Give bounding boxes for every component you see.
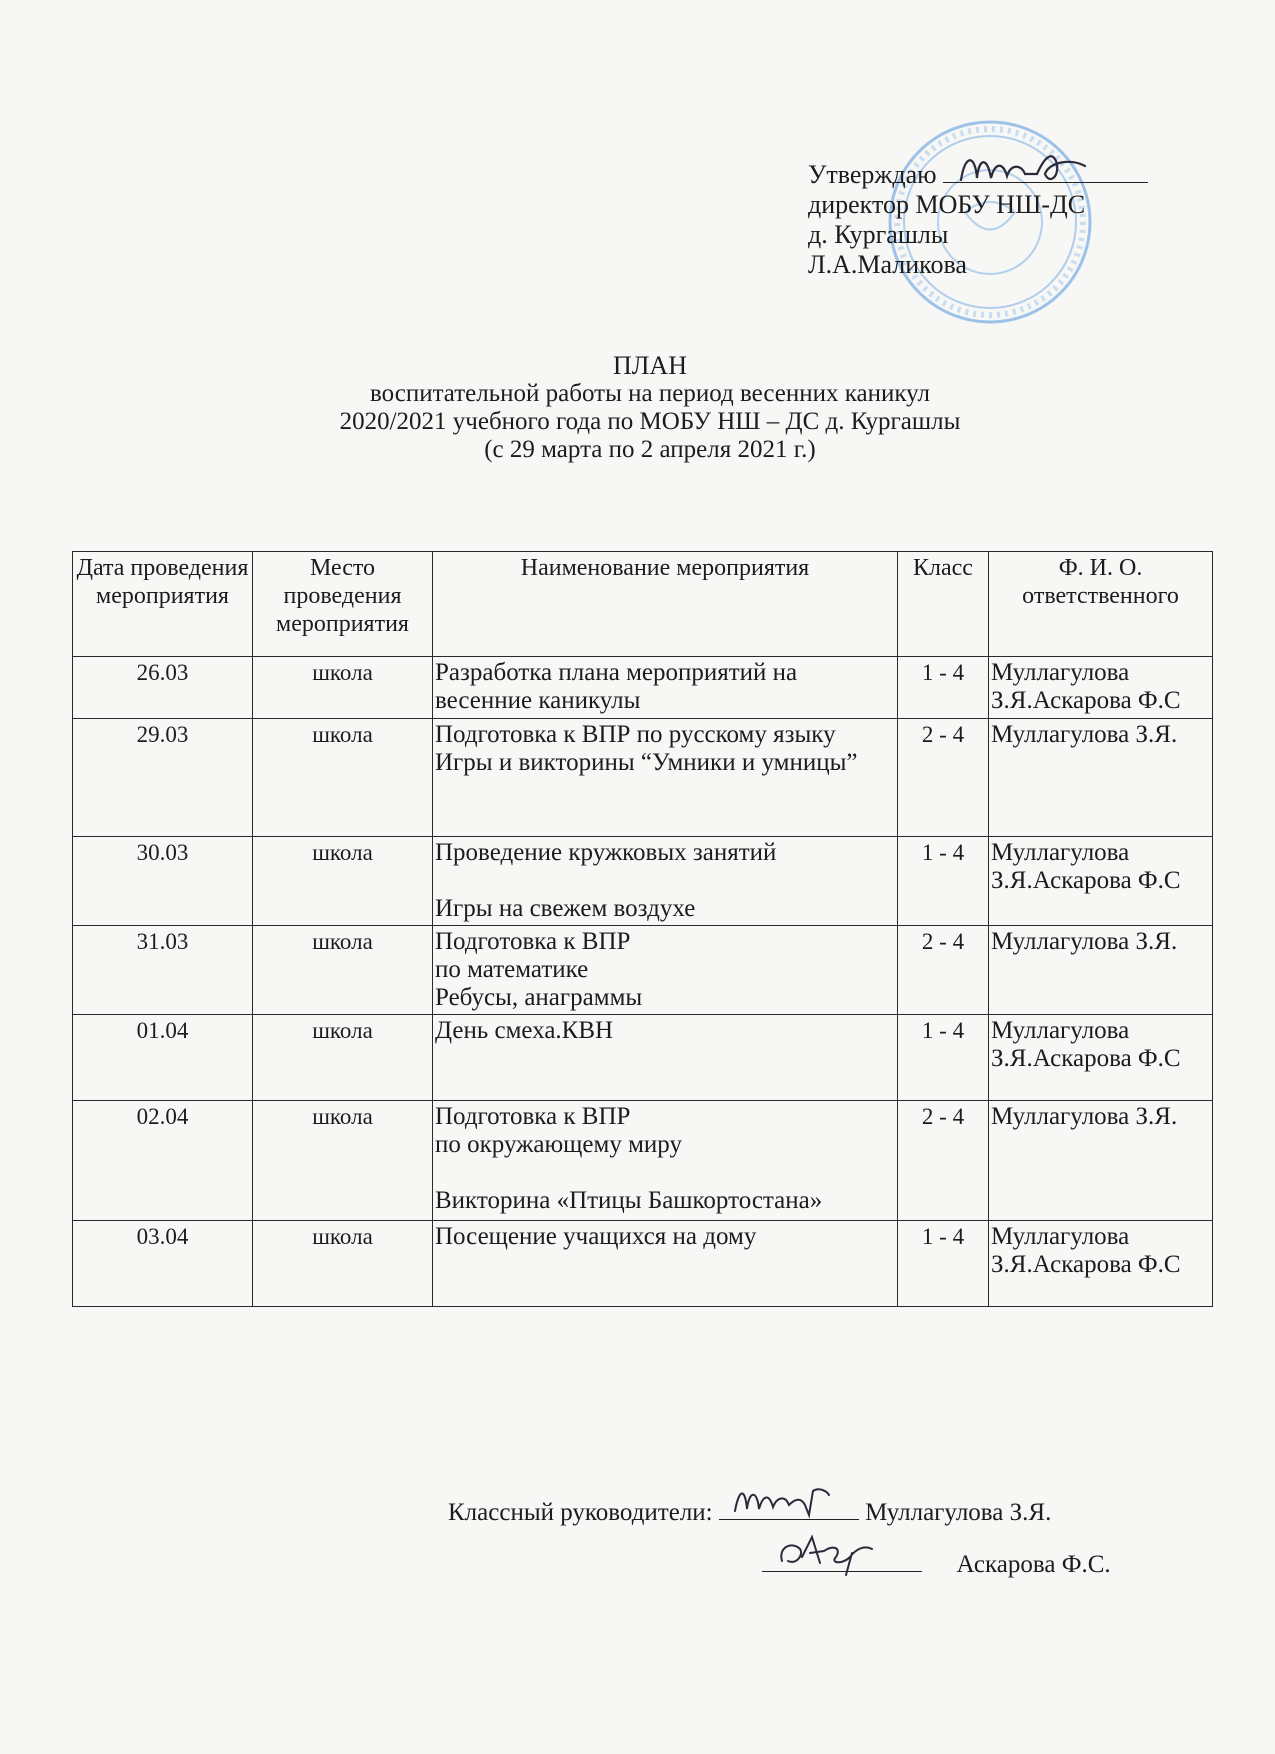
cell-responsible: Муллагулова З.Я. [989,719,1213,837]
heading-line-1: воспитательной работы на период весенних каникул [369,380,931,407]
header-place: Место проведения мероприятия [253,552,433,657]
event-name-line: Игры на свежем воздухе [435,895,696,922]
cell-class: 2 - 4 [898,926,989,1015]
cell-date: 26.03 [73,657,253,719]
cell-date: 03.04 [73,1221,253,1307]
cell-class: 1 - 4 [898,837,989,926]
teacher1-name: Муллагулова З.Я. [865,1499,1052,1526]
table-row [73,1221,1213,1307]
event-name-line: Посещение учащихся на дому [435,1223,757,1250]
director-signature [953,144,1093,194]
cell-place: школа [253,1221,433,1307]
cell-date: 02.04 [73,1101,253,1221]
document-title: ПЛАН [613,351,687,380]
heading-line-3: (с 29 марта по 2 апреля 2021 г.) [484,436,816,463]
cell-event-name [433,657,898,719]
event-name-line: по математике [435,956,589,983]
approval-line [808,160,1148,190]
cell-class: 1 - 4 [898,657,989,719]
cell-class: 1 - 4 [898,1221,989,1307]
table-body [73,657,1213,1307]
header-date: Дата проведения мероприятия [73,552,253,657]
event-name-line: Разработка плана мероприятий на весенние каникулы [435,659,798,714]
cell-responsible: Муллагулова З.Я. [989,1101,1213,1221]
teacher2-name: Аскарова Ф.С. [956,1551,1111,1578]
cell-place: школа [253,837,433,926]
document-heading [200,352,1100,464]
cell-event-name [433,837,898,926]
header-class: Класс [898,552,989,657]
footer-signatures [448,1495,1111,1599]
table-row [73,837,1213,926]
heading-line-2: 2020/2021 учебного года по МОБУ НШ – ДС д. Кургашлы [339,408,961,435]
class-teachers-label: Классный руководители: [448,1499,713,1526]
event-name-line: Ребусы, анаграммы [435,984,643,1011]
table-row [73,1015,1213,1101]
teacher1-signature-line [719,1495,859,1520]
table-row [73,657,1213,719]
header-responsible: Ф. И. О. ответственного [989,552,1213,657]
cell-responsible: Муллагулова З.Я.Аскарова Ф.С [989,1015,1213,1101]
event-name-line [435,1159,895,1187]
cell-responsible: Муллагулова З.Я.Аскарова Ф.С [989,1221,1213,1307]
village-name: д. Кургашлы [808,220,949,249]
table-row [73,1101,1213,1221]
cell-responsible: Муллагулова З.Я.Аскарова Ф.С [989,837,1213,926]
cell-date: 30.03 [73,837,253,926]
director-signature-line [943,160,1148,183]
events-table [72,551,1213,1307]
header-event-name: Наименование мероприятия [433,552,898,657]
teacher1-signature [729,1475,839,1521]
cell-date: 01.04 [73,1015,253,1101]
table-row [73,926,1213,1015]
event-name-line [435,867,895,895]
cell-event-name [433,926,898,1015]
event-name-line: День смеха.КВН [435,1017,614,1044]
cell-place: школа [253,1101,433,1221]
cell-responsible: Муллагулова З.Я.Аскарова Ф.С [989,657,1213,719]
teacher2-signature-line [762,1547,922,1572]
cell-date: 31.03 [73,926,253,1015]
event-name-line: Подготовка к ВПР [435,1103,631,1130]
event-name-line: Игры и викторины “Умники и умницы” [435,749,858,776]
event-name-line: Викторина «Птицы Башкортостана» [435,1187,823,1214]
approve-label: Утверждаю [808,160,937,189]
table-row [73,719,1213,837]
footer-row-2 [448,1547,1111,1599]
teacher2-signature [772,1527,892,1579]
director-name: Л.А.Маликова [808,250,967,279]
director-position: директор МОБУ НШ-ДС [808,190,1086,219]
cell-event-name [433,1015,898,1101]
approval-block [808,160,1148,280]
event-name-line: по окружающему миру [435,1131,682,1158]
cell-place: школа [253,926,433,1015]
cell-class: 2 - 4 [898,719,989,837]
table-header-row [73,552,1213,657]
cell-place: школа [253,719,433,837]
cell-class: 1 - 4 [898,1015,989,1101]
cell-event-name [433,1221,898,1307]
event-name-line: Подготовка к ВПР [435,928,631,955]
cell-class: 2 - 4 [898,1101,989,1221]
cell-place: школа [253,1015,433,1101]
cell-event-name [433,1101,898,1221]
cell-responsible: Муллагулова З.Я. [989,926,1213,1015]
cell-place: школа [253,657,433,719]
cell-date: 29.03 [73,719,253,837]
event-name-line: Подготовка к ВПР по русскому языку [435,721,836,748]
event-name-line: Проведение кружковых занятий [435,839,777,866]
cell-event-name [433,719,898,837]
